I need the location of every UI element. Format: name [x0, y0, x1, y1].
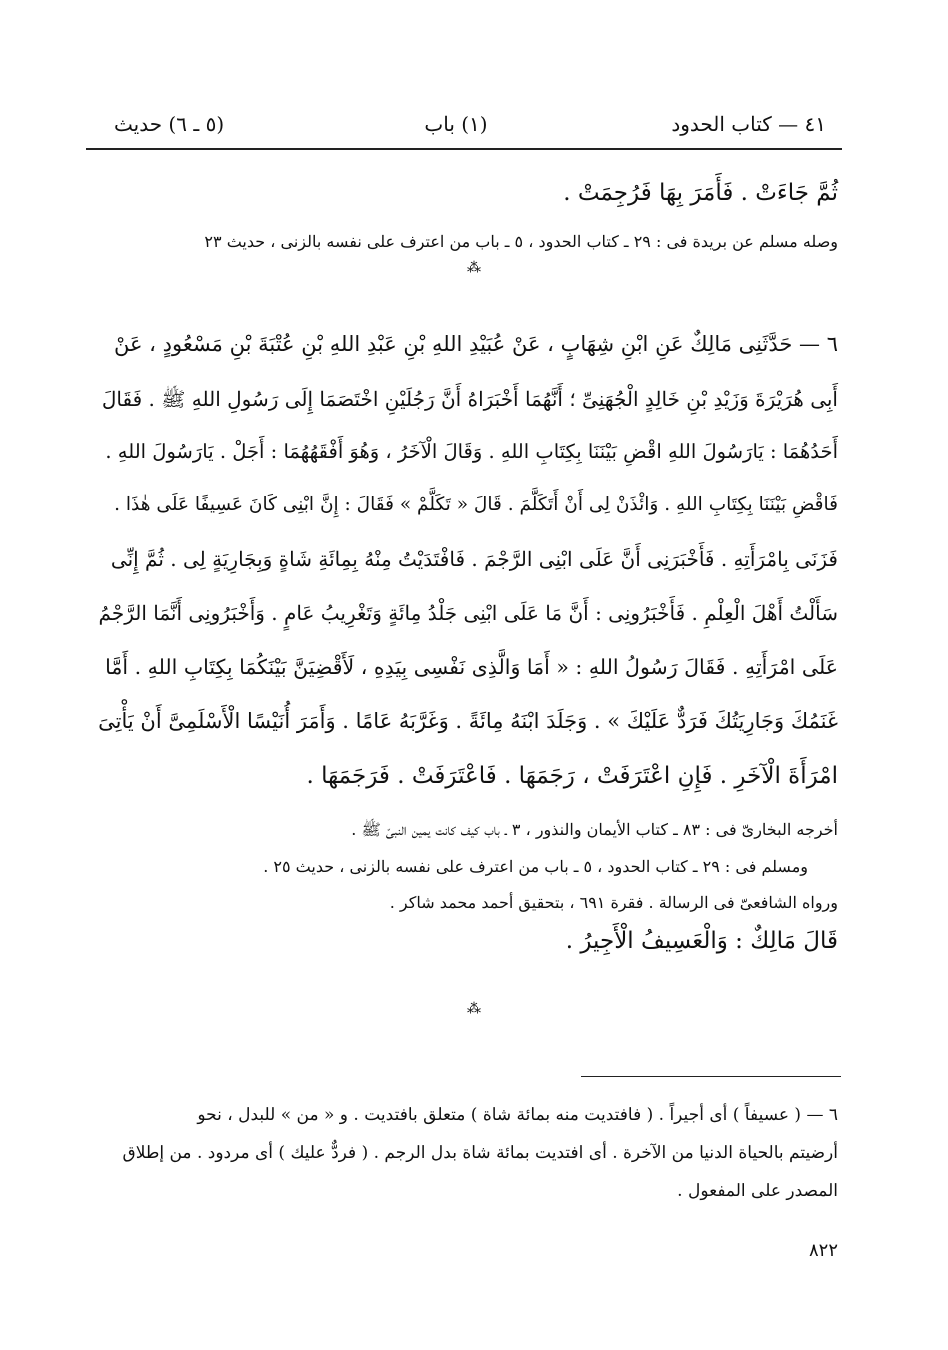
closing-line: قَالَ مَالِكٌ : وَالْعَسِيفُ الْأَجِيرُ . — [565, 928, 838, 954]
header-hadith-range: (٥ ـ ٦) حديث — [114, 112, 225, 136]
hadith-line: سَأَلْتُ أَهْلَ الْعِلْمِ . فَأَخْبَرُونِى : أَنَّ مَا عَلَى ابْنِى جَلْدُ مِائَةٍ وَتَغْرِيبُ عَامٍ . وَأَخْبَرُونِى أَنَّمَا الرَّجْمُ — [98, 601, 838, 625]
footnote-line: أرضيتم بالحياة الدنيا من الآخرة . أى افتديت بمائة شاة بدل الرجم . ( فردٌّ عليك ) أى مردود . من إطلاق — [122, 1143, 838, 1163]
header-chapter: (١) باب — [424, 112, 488, 136]
hadith-line: غَنَمُكَ وَجَارِيَتُكَ فَرَدٌّ عَلَيْكَ » . وَجَلَدَ ابْنَهُ مِائَةً . وَغَرَّبَهُ عَامًا . وَأَمَرَ أُنَيْسًا الْأَسْلَمِىَّ أَنْ يَأْتِىَ — [98, 709, 838, 733]
header-book-title: ٤١ — كتاب الحدود — [671, 112, 826, 136]
source-citation: أخرجه البخارىّ فى : ٨٣ ـ كتاب الأيمان والنذور ، ٣ ـ باب كيف كانت يمين النبىّ ﷺ . — [351, 820, 838, 839]
hadith-line: امْرَأَةَ الْآخَرِ . فَإِنِ اعْتَرَفَتْ ، رَجَمَهَا . فَاعْتَرَفَتْ . فَرَجَمَهَا . — [306, 763, 838, 789]
hadith-line: أَحَدُهُمَا : يَارَسُولَ اللهِ اقْضِ بَيْنَنَا بِكِتَابِ اللهِ . وَقَالَ الْآخَرُ ، وَهُوَ أَفْقَهُهُمَا : أَجَلْ . يَارَسُولَ اللهِ . — [105, 440, 838, 463]
source-citation: ومسلم فى : ٢٩ ـ كتاب الحدود ، ٥ ـ باب من اعترف على نفسه بالزنى ، حديث ٢٥ . — [263, 857, 808, 876]
top-text-line: ثُمَّ جَاءَتْ . فَأَمَرَ بِهَا فَرُجِمَتْ . — [563, 180, 838, 206]
hadith-line: عَلَى امْرَأَتِهِ . فَقَالَ رَسُولُ اللهِ : « أَمَا وَالَّذِى نَفْسِى بِيَدِهِ ، لَأَقْضِيَنَّ بَيْنَكُمَا بِكِتَابِ اللهِ . أَمَّا — [105, 655, 838, 679]
page-number: ٨٢٢ — [808, 1240, 838, 1261]
footnote-line: المصدر على المفعول . — [677, 1181, 838, 1201]
footnote-line: ٦ — ( عسيفاً ) أى أجيراً . ( فافتديت منه بمائة شاة ) متعلق بافتديت . و « من » للبدل ، نحو — [197, 1105, 838, 1125]
hadith-line: فَزَنَى بِامْرَأَتِهِ . فَأَخْبَرَنِى أَنَّ عَلَى ابْنِى الرَّجْمَ . فَافْتَدَيْتُ مِنْهُ بِمِائَةِ شَاةٍ وَبِجَارِيَةٍ لِى . ثُمَّ إِنِّى — [110, 547, 838, 571]
footnote-divider — [581, 1076, 841, 1077]
section-separator: ⁂ — [467, 1001, 481, 1017]
hadith-line: فَاقْضِ بَيْنَنَا بِكِتَابِ اللهِ . وَائْذَنْ لِى أَنْ أَتَكَلَّمَ . قَالَ « تَكَلَّمْ » فَقَالَ : إِنَّ ابْنِى كَانَ عَسِيفًا عَلَى هٰذَا . — [114, 494, 838, 515]
source-citation: ورواه الشافعىّ فى الرسالة . فقرة ٦٩١ ، بتحقيق أحمد محمد شاكر . — [389, 893, 838, 912]
section-separator: ⁂ — [467, 260, 481, 276]
header-divider — [86, 148, 842, 150]
top-source-note: وصله مسلم عن بريدة فى : ٢٩ ـ كتاب الحدود ، ٥ ـ باب من اعترف على نفسه بالزنى ، حديث ٢٣ — [204, 232, 838, 251]
running-header — [86, 112, 826, 146]
hadith-line: أَبِى هُرَيْرَةَ وَزَيْدِ بْنِ خَالِدٍ الْجُهَنِىِّ ؛ أَنَّهُمَا أَخْبَرَاهُ أَنَّ رَجُلَيْنِ اخْتَصَمَا إِلَى رَسُولِ اللهِ ﷺ . فَقَالَ — [101, 387, 838, 411]
hadith-line: ٦ — حَدَّثَنِى مَالِكٌ عَنِ ابْنِ شِهَابٍ ، عَنْ عُبَيْدِ اللهِ بْنِ عَبْدِ اللهِ بْنِ عُتْبَةَ بْنِ مَسْعُودٍ ، عَنْ — [113, 332, 838, 356]
